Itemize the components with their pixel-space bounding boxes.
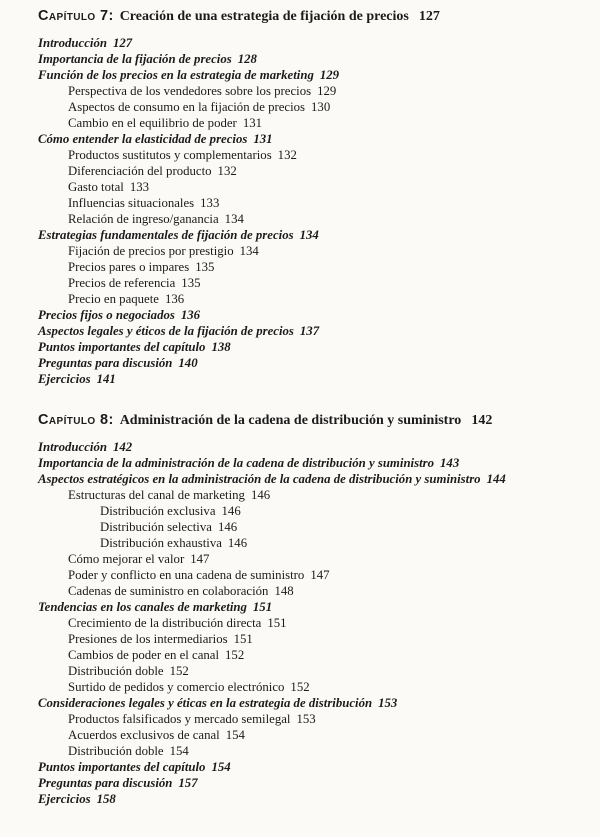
toc-entry [38, 307, 572, 323]
toc-entry [38, 567, 572, 583]
toc-entry-title: Puntos importantes del capítulo [38, 760, 206, 774]
toc-entry-page-number: 151 [252, 600, 273, 614]
chapter-heading [38, 8, 572, 25]
toc-entry-title: Tendencias en los canales de marketing [38, 600, 247, 614]
toc-entry [38, 339, 572, 355]
toc-entry [38, 743, 572, 759]
toc-entry-title: Cadenas de suministro en colaboración [68, 584, 269, 598]
toc-entry [38, 503, 572, 519]
toc-entry-page-number: 146 [227, 536, 248, 550]
toc-entry-title: Gasto total [68, 180, 124, 194]
toc-chapter-list [38, 8, 572, 807]
toc-entry [38, 791, 572, 807]
toc-entry [38, 439, 572, 455]
toc-entry-title: Importancia de la fijación de precios [38, 52, 232, 66]
toc-entry-page-number: 146 [250, 488, 271, 502]
toc-entry [38, 35, 572, 51]
toc-entry-title: Estructuras del canal de marketing [68, 488, 245, 502]
toc-entry-page-number: 152 [225, 648, 245, 662]
toc-entry-title: Aspectos legales y éticos de la fijación de precios [38, 324, 294, 338]
toc-entry-page-number: 151 [267, 616, 287, 630]
toc-entry-title: Importancia de la administración de la cadena de distribución y suministro [38, 456, 435, 470]
toc-entry-title: Poder y conflicto en una cadena de suministro [68, 568, 305, 582]
toc-entry-title: Productos sustitutos y complementarios [68, 148, 272, 162]
toc-entry [38, 679, 572, 695]
toc-entry-page-number: 138 [211, 340, 231, 354]
toc-entry-page-number: 129 [317, 84, 337, 98]
toc-entry-page-number: 143 [440, 456, 460, 470]
toc-entry [38, 323, 572, 339]
chapter-page-number: 127 [418, 9, 440, 24]
toc-entry-page-number: 127 [112, 36, 133, 50]
toc-entry [38, 631, 572, 647]
toc-entry-page-number: 147 [310, 568, 330, 582]
toc-entry [38, 583, 572, 599]
toc-entry-page-number: 134 [224, 212, 244, 226]
toc-entry-page-number: 135 [195, 260, 215, 274]
toc-entry-page-number: 146 [217, 520, 238, 534]
chapter-page-number: 142 [471, 413, 493, 428]
toc-entry-page-number: 135 [181, 276, 201, 290]
toc-entry-title: Aspectos estratégicos en la administración de la cadena de distribución y suministro [38, 472, 481, 486]
toc-entry [38, 727, 572, 743]
toc-entry-page-number: 132 [277, 148, 297, 162]
toc-entry-title: Distribución selectiva [100, 520, 212, 534]
toc-entry-title: Cómo mejorar el valor [68, 552, 185, 566]
toc-entry [38, 291, 572, 307]
toc-entry-page-number: 129 [319, 68, 340, 82]
toc-entry-title: Diferenciación del producto [68, 164, 212, 178]
toc-entry-title: Distribución exclusiva [100, 504, 216, 518]
toc-entry-title: Distribución doble [68, 744, 164, 758]
toc-entry-page-number: 152 [290, 680, 310, 694]
chapter-title: Creación de una estrategia de fijación de precios [119, 9, 409, 24]
toc-entry [38, 759, 572, 775]
toc-entry-page-number: 133 [200, 196, 220, 210]
toc-entry-title: Función de los precios en la estrategia de marketing [38, 68, 314, 82]
chapter-entries [38, 439, 572, 807]
chapter-label: Capítulo 8: [38, 412, 114, 428]
toc-entry [38, 519, 572, 535]
toc-entry [38, 371, 572, 387]
toc-entry-page-number: 152 [169, 664, 189, 678]
toc-entry [38, 535, 572, 551]
toc-entry-page-number: 132 [217, 164, 237, 178]
toc-entry-page-number: 146 [221, 504, 241, 518]
toc-entry-title: Distribución exhaustiva [100, 536, 222, 550]
toc-entry-page-number: 151 [233, 632, 253, 646]
toc-entry [38, 99, 572, 115]
toc-entry-page-number: 130 [311, 100, 331, 114]
toc-entry-title: Acuerdos exclusivos de canal [68, 728, 220, 742]
toc-entry-title: Influencias situacionales [68, 196, 195, 210]
toc-entry [38, 179, 572, 195]
toc-entry-title: Precios pares o impares [68, 260, 190, 274]
toc-entry [38, 67, 572, 83]
toc-entry-title: Aspectos de consumo en la fijación de precios [68, 100, 306, 114]
toc-entry-title: Surtido de pedidos y comercio electrónico [68, 680, 285, 694]
toc-entry [38, 647, 572, 663]
toc-entry-page-number: 153 [296, 712, 316, 726]
toc-entry [38, 775, 572, 791]
toc-entry-title: Distribución doble [68, 664, 164, 678]
toc-entry-page-number: 136 [180, 308, 201, 322]
toc-entry [38, 227, 572, 243]
chapter-section [38, 412, 572, 807]
toc-entry-title: Estrategias fundamentales de fijación de precios [38, 228, 294, 242]
toc-entry-page-number: 131 [253, 132, 273, 146]
toc-entry [38, 663, 572, 679]
toc-entry-title: Puntos importantes del capítulo [38, 340, 206, 354]
toc-entry-title: Perspectiva de los vendedores sobre los precios [68, 84, 312, 98]
toc-entry [38, 51, 572, 67]
toc-entry-page-number: 133 [129, 180, 150, 194]
toc-entry [38, 711, 572, 727]
toc-entry-title: Consideraciones legales y éticas en la estrategia de distribución [38, 696, 373, 710]
chapter-title: Administración de la cadena de distribución y suministro [119, 413, 462, 428]
toc-entry [38, 599, 572, 615]
toc-entry-page-number: 157 [178, 776, 198, 790]
toc-entry-page-number: 131 [242, 116, 263, 130]
toc-entry-page-number: 134 [299, 228, 319, 242]
toc-entry [38, 243, 572, 259]
toc-entry [38, 195, 572, 211]
toc-entry [38, 275, 572, 291]
toc-entry-page-number: 148 [274, 584, 294, 598]
chapter-entries [38, 35, 572, 387]
toc-entry [38, 163, 572, 179]
toc-entry [38, 355, 572, 371]
toc-entry-page-number: 153 [378, 696, 398, 710]
toc-entry-title: Cómo entender la elasticidad de precios [38, 132, 248, 146]
chapter-label: Capítulo 7: [38, 8, 114, 24]
toc-entry-title: Introducción [38, 440, 107, 454]
toc-entry-page-number: 141 [96, 372, 116, 386]
toc-entry-page-number: 144 [486, 472, 506, 486]
toc-entry-title: Introducción [38, 36, 107, 50]
toc-entry [38, 211, 572, 227]
toc-entry [38, 115, 572, 131]
toc-entry-title: Ejercicios [38, 792, 91, 806]
toc-entry-page-number: 154 [211, 760, 231, 774]
toc-entry-page-number: 128 [237, 52, 257, 66]
toc-entry-title: Crecimiento de la distribución directa [68, 616, 262, 630]
toc-entry-title: Preguntas para discusión [38, 356, 173, 370]
toc-entry-title: Precios fijos o negociados [38, 308, 175, 322]
toc-entry [38, 615, 572, 631]
toc-entry [38, 455, 572, 471]
chapter-section [38, 8, 572, 387]
toc-entry-page-number: 134 [239, 244, 259, 258]
toc-entry [38, 131, 572, 147]
toc-entry-title: Precio en paquete [68, 292, 159, 306]
toc-entry [38, 147, 572, 163]
toc-entry-title: Fijación de precios por prestigio [68, 244, 234, 258]
chapter-heading [38, 412, 572, 429]
toc-entry-page-number: 137 [299, 324, 320, 338]
toc-entry-title: Ejercicios [38, 372, 91, 386]
toc-entry-title: Relación de ingreso/ganancia [68, 212, 219, 226]
toc-entry-page-number: 147 [190, 552, 210, 566]
toc-entry-page-number: 142 [112, 440, 133, 454]
toc-entry-page-number: 154 [225, 728, 245, 742]
toc-entry-title: Precios de referencia [68, 276, 176, 290]
toc-entry-page-number: 140 [178, 356, 198, 370]
toc-entry-title: Presiones de los intermediarios [68, 632, 228, 646]
toc-entry-title: Cambio en el equilibrio de poder [68, 116, 237, 130]
toc-entry-title: Productos falsificados y mercado semilegal [68, 712, 291, 726]
toc-entry-title: Preguntas para discusión [38, 776, 173, 790]
toc-entry [38, 259, 572, 275]
toc-entry [38, 83, 572, 99]
toc-entry-page-number: 136 [164, 292, 185, 306]
toc-entry-title: Cambios de poder en el canal [68, 648, 220, 662]
toc-entry-page-number: 158 [96, 792, 116, 806]
toc-entry [38, 471, 572, 487]
toc-entry-page-number: 154 [169, 744, 189, 758]
toc-entry [38, 551, 572, 567]
toc-entry [38, 487, 572, 503]
toc-entry [38, 695, 572, 711]
